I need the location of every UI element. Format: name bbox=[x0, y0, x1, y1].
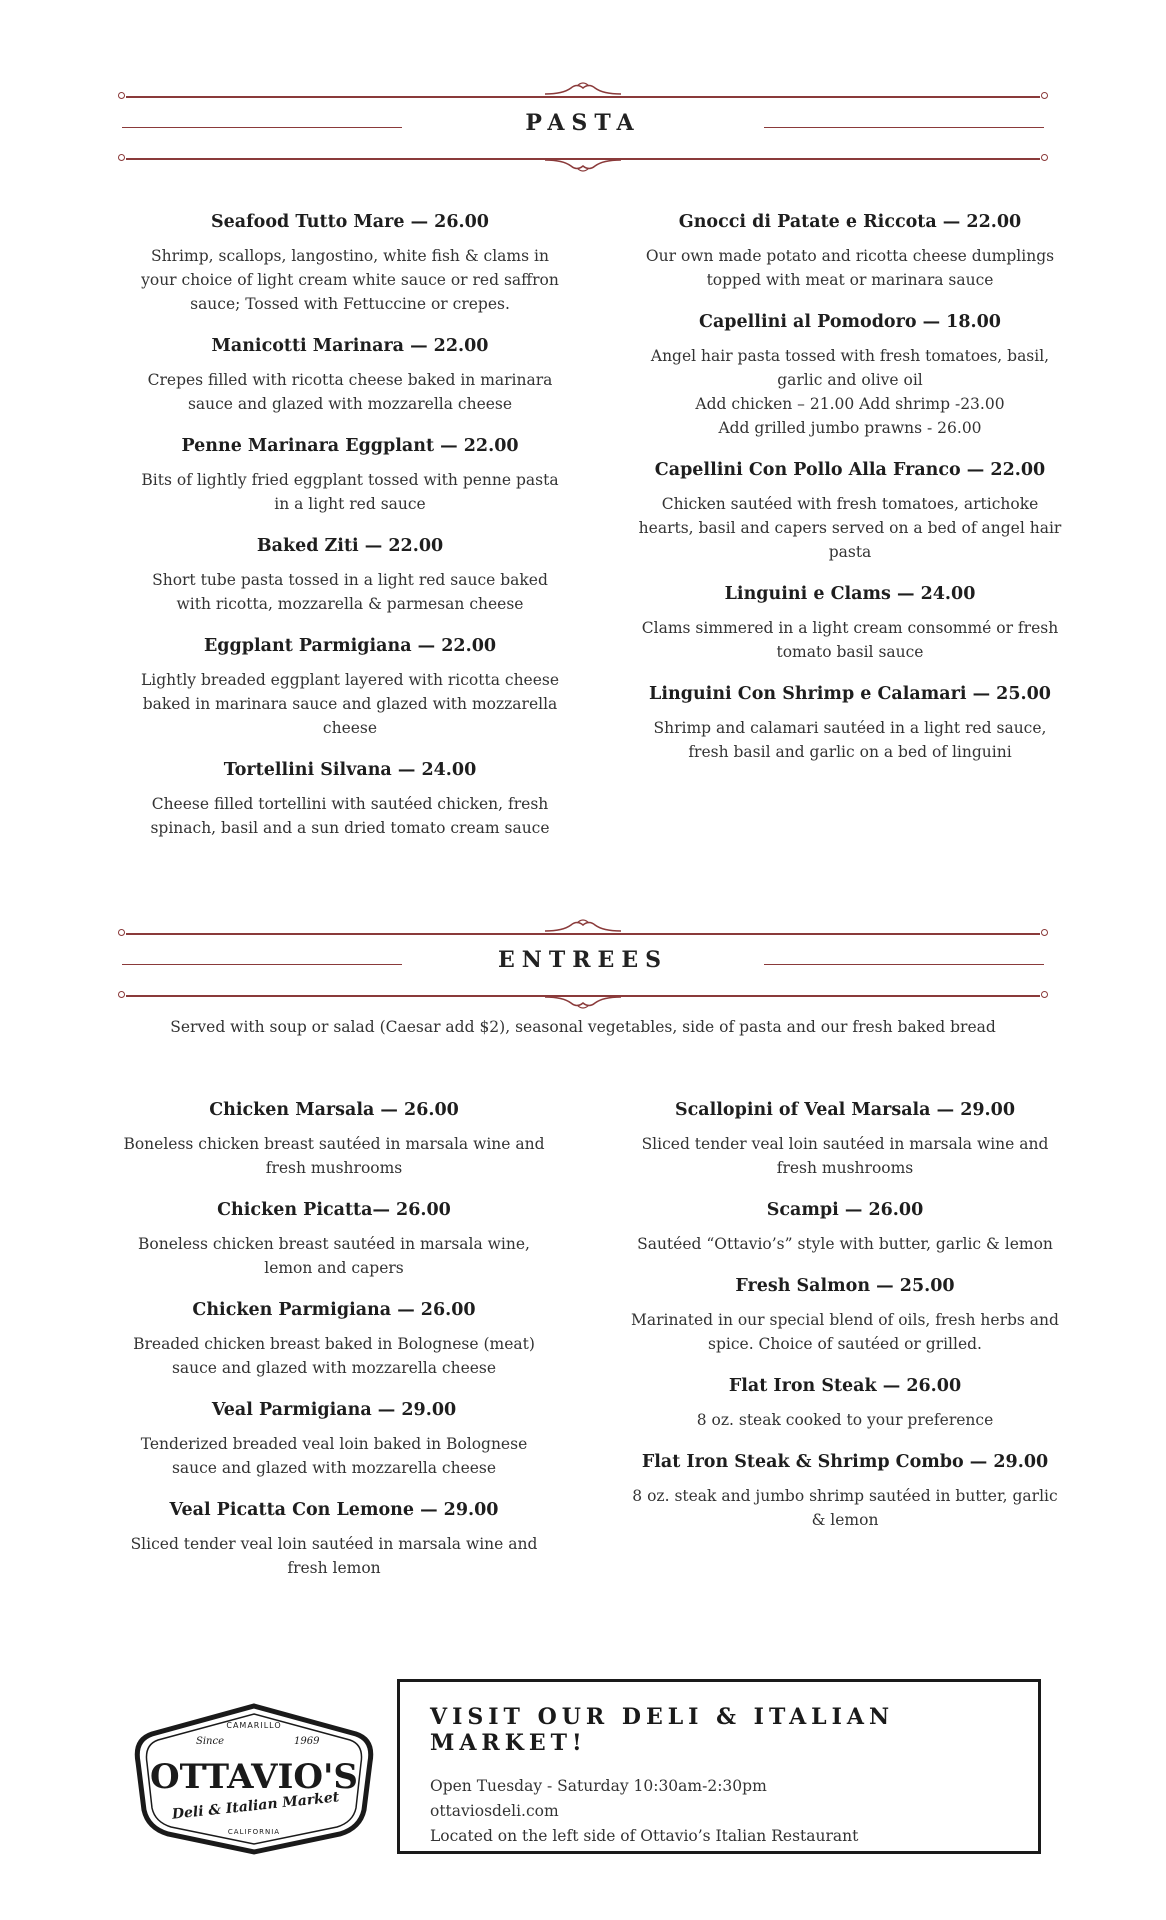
menu-item bbox=[119, 1400, 549, 1480]
item-description: Shrimp and calamari sautéed in a light red sauce, fresh basil and garlic on a bed of linguini bbox=[653, 719, 1047, 761]
visit-deli-box bbox=[397, 1679, 1041, 1854]
item-name: Chicken Picatta— 26.00 bbox=[217, 1200, 451, 1220]
pasta-right-column bbox=[635, 212, 1065, 784]
menu-item bbox=[635, 684, 1065, 764]
item-name: Linguini Con Shrimp e Calamari — 25.00 bbox=[649, 684, 1051, 704]
menu-item bbox=[635, 460, 1065, 564]
item-name: Flat Iron Steak — 26.00 bbox=[728, 1376, 962, 1396]
menu-item bbox=[119, 1500, 549, 1580]
logo-name: OTTAVIO'S bbox=[150, 1757, 358, 1797]
menu-item bbox=[630, 1100, 1060, 1180]
menu-item bbox=[135, 436, 565, 516]
item-name: Veal Parmigiana — 29.00 bbox=[211, 1400, 457, 1420]
menu-item bbox=[635, 212, 1065, 292]
item-name: Fresh Salmon — 25.00 bbox=[735, 1276, 955, 1296]
entrees-banner bbox=[118, 923, 1048, 1015]
item-name: Flat Iron Steak & Shrimp Combo — 29.00 bbox=[641, 1452, 1049, 1472]
item-description: Sliced tender veal loin sautéed in marsala wine and fresh mushrooms bbox=[641, 1135, 1049, 1177]
item-description: Sautéed “Ottavio’s” style with butter, garlic & lemon bbox=[637, 1235, 1053, 1253]
item-name: Capellini al Pomodoro — 18.00 bbox=[699, 312, 1001, 332]
item-name: Manicotti Marinara — 22.00 bbox=[211, 336, 489, 356]
pasta-heading: PASTA bbox=[525, 110, 641, 136]
logo-year: 1969 bbox=[294, 1736, 320, 1747]
menu-item bbox=[119, 1300, 549, 1380]
menu-item bbox=[135, 212, 565, 316]
item-description: Chicken sautéed with fresh tomatoes, artichoke hearts, basil and capers served on a bed of angel hair pasta bbox=[638, 495, 1062, 561]
menu-item bbox=[630, 1200, 1060, 1256]
item-description: Angel hair pasta tossed with fresh tomatoes, basil, garlic and olive oil bbox=[650, 347, 1050, 389]
logo-since: Since bbox=[196, 1736, 225, 1747]
item-name: Eggplant Parmigiana — 22.00 bbox=[203, 636, 497, 656]
menu-item bbox=[635, 312, 1065, 440]
menu-item bbox=[135, 536, 565, 616]
item-name: Veal Picatta Con Lemone — 29.00 bbox=[169, 1500, 499, 1520]
item-description: 8 oz. steak cooked to your preference bbox=[696, 1411, 994, 1429]
item-description: Cheese filled tortellini with sautéed chicken, fresh spinach, basil and a sun dried tomato cream sauce bbox=[150, 795, 550, 837]
item-name: Capellini Con Pollo Alla Franco — 22.00 bbox=[654, 460, 1046, 480]
item-addon: Add grilled jumbo prawns - 26.00 bbox=[718, 419, 982, 437]
item-description: Boneless chicken breast sautéed in marsala wine and fresh mushrooms bbox=[123, 1135, 545, 1177]
menu-item bbox=[119, 1100, 549, 1180]
item-name: Seafood Tutto Mare — 26.00 bbox=[211, 212, 489, 232]
pasta-banner bbox=[118, 86, 1048, 178]
pasta-left-column bbox=[135, 212, 565, 860]
item-name: Scallopini of Veal Marsala — 29.00 bbox=[674, 1100, 1016, 1120]
item-name: Chicken Parmigiana — 26.00 bbox=[192, 1300, 476, 1320]
menu-item bbox=[135, 336, 565, 416]
visit-website[interactable]: ottaviosdeli.com bbox=[430, 1802, 559, 1820]
item-description: Crepes filled with ricotta cheese baked in marinara sauce and glazed with mozzarella cheese bbox=[147, 371, 553, 413]
item-description: Short tube pasta tossed in a light red sauce baked with ricotta, mozzarella & parmesan cheese bbox=[152, 571, 548, 613]
ottavios-logo bbox=[134, 1700, 374, 1855]
entrees-heading: ENTREES bbox=[498, 947, 668, 973]
item-name: Chicken Marsala — 26.00 bbox=[209, 1100, 459, 1120]
item-name: Penne Marinara Eggplant — 22.00 bbox=[181, 436, 519, 456]
menu-item bbox=[135, 760, 565, 840]
item-name: Tortellini Silvana — 24.00 bbox=[223, 760, 477, 780]
item-name: Baked Ziti — 22.00 bbox=[256, 536, 444, 556]
menu-item bbox=[630, 1452, 1060, 1532]
item-description: Breaded chicken breast baked in Bolognese (meat) sauce and glazed with mozzarella cheese bbox=[133, 1335, 535, 1377]
item-description: Marinated in our special blend of oils, fresh herbs and spice. Choice of sautéed or grilled. bbox=[631, 1311, 1059, 1353]
flourish-ornament-icon bbox=[543, 158, 623, 176]
menu-item bbox=[630, 1376, 1060, 1432]
menu-item bbox=[635, 584, 1065, 664]
item-addon: Add chicken – 21.00 Add shrimp -23.00 bbox=[695, 395, 1005, 413]
item-description: Shrimp, scallops, langostino, white fish & clams in your choice of light cream white sauce or red saffron sauce; Tossed with Fettuccine or crepes. bbox=[141, 247, 559, 313]
served-with-note: Served with soup or salad (Caesar add $2), seasonal vegetables, side of pasta and our fresh baked bread bbox=[170, 1018, 996, 1036]
logo-city: CAMARILLO bbox=[226, 1721, 282, 1730]
item-name: Gnocci di Patate e Riccota — 22.00 bbox=[678, 212, 1022, 232]
item-description: Boneless chicken breast sautéed in marsala wine, lemon and capers bbox=[138, 1235, 530, 1277]
visit-location: Located on the left side of Ottavio’s Italian Restaurant bbox=[430, 1827, 859, 1845]
menu-item bbox=[630, 1276, 1060, 1356]
item-description: 8 oz. steak and jumbo shrimp sautéed in butter, garlic & lemon bbox=[632, 1487, 1058, 1529]
item-description: Tenderized breaded veal loin baked in Bolognese sauce and glazed with mozzarella cheese bbox=[140, 1435, 528, 1477]
menu-item bbox=[119, 1200, 549, 1280]
logo-state: CALIFORNIA bbox=[227, 1828, 281, 1836]
item-description: Clams simmered in a light cream consommé or fresh tomato basil sauce bbox=[641, 619, 1059, 661]
item-description: Lightly breaded eggplant layered with ricotta cheese baked in marinara sauce and glazed with mozzarella cheese bbox=[140, 671, 560, 737]
item-description: Our own made potato and ricotta cheese dumplings topped with meat or marinara sauce bbox=[645, 247, 1055, 289]
item-description: Bits of lightly fried eggplant tossed with penne pasta in a light red sauce bbox=[141, 471, 559, 513]
visit-hours: Open Tuesday - Saturday 10:30am-2:30pm bbox=[430, 1777, 767, 1795]
entrees-right-column bbox=[630, 1100, 1060, 1552]
entrees-left-column bbox=[119, 1100, 549, 1600]
visit-title: VISIT OUR DELI & ITALIAN MARKET! bbox=[430, 1704, 895, 1756]
menu-item bbox=[135, 636, 565, 740]
logo-tagline: Deli & Italian Market bbox=[171, 1789, 340, 1823]
item-description: Sliced tender veal loin sautéed in marsala wine and fresh lemon bbox=[130, 1535, 538, 1577]
flourish-ornament-icon bbox=[543, 995, 623, 1013]
item-name: Scampi — 26.00 bbox=[766, 1200, 924, 1220]
item-name: Linguini e Clams — 24.00 bbox=[724, 584, 976, 604]
